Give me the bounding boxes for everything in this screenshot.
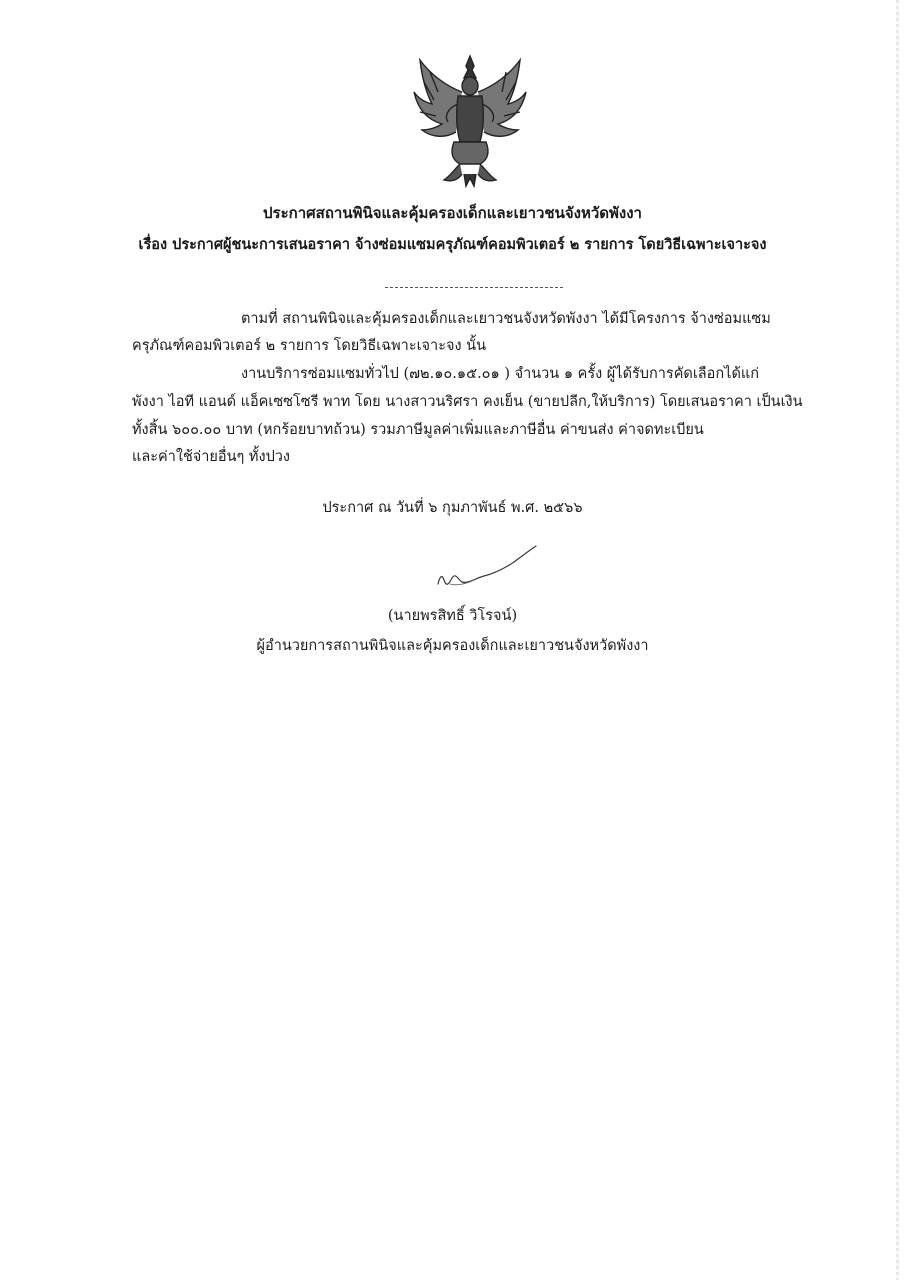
garuda-emblem-icon xyxy=(410,52,530,190)
announcement-subject: เรื่อง ประกาศผู้ชนะการเสนอราคา จ้างซ่อมแซมครุภัณฑ์คอมพิวเตอร์ ๒ รายการ โดยวิธีเฉพาะเจาะจง xyxy=(138,236,767,253)
paragraph-2-line-3: ทั้งสิ้น ๖๐๐.๐๐ บาท (หกร้อยบาทถ้วน) รวมภาษีมูลค่าเพิ่มและภาษีอื่น ค่าขนส่ง ค่าจดทะเบียน xyxy=(132,422,704,438)
announcement-title: ประกาศสถานพินิจและคุ้มครองเด็กและเยาวชนจังหวัดพังงา xyxy=(263,204,642,222)
signer-name: (นายพรสิทธิ์ วิโรจน์) xyxy=(387,608,518,624)
paragraph-2-line-2: พังงา ไอที แอนด์ แอ็คเซซโซรี พาท โดย นางสาวนริศรา คงเย็น (ขายปลีก,ให้บริการ) โดยเสนอราคา เป็นเงิน xyxy=(132,394,803,410)
handwritten-signature xyxy=(432,540,542,600)
paragraph-2-line-4: และค่าใช้จ่ายอื่นๆ ทั้งปวง xyxy=(132,449,290,465)
paragraph-1-line-1: ตามที่ สถานพินิจและคุ้มครองเด็กและเยาวชนจังหวัดพังงา ได้มีโครงการ จ้างซ่อมแซม xyxy=(241,311,771,327)
scan-edge-artifact xyxy=(896,0,899,1280)
paragraph-1-line-2: ครุภัณฑ์คอมพิวเตอร์ ๒ รายการ โดยวิธีเฉพาะเจาะจง นั้น xyxy=(132,338,486,354)
signer-position: ผู้อำนวยการสถานพินิจและคุ้มครองเด็กและเยาวชนจังหวัดพังงา xyxy=(256,638,649,654)
paragraph-2-line-1: งานบริการซ่อมแซมทั่วไป (๗๒.๑๐.๑๕.๐๑ ) จำนวน ๑ ครั้ง ผู้ได้รับการคัดเลือกได้แก่ xyxy=(241,366,759,382)
announcement-date: ประกาศ ณ วันที่ ๖ กุมภาพันธ์ พ.ศ. ๒๕๖๖ xyxy=(322,500,583,516)
title-divider xyxy=(385,287,563,288)
